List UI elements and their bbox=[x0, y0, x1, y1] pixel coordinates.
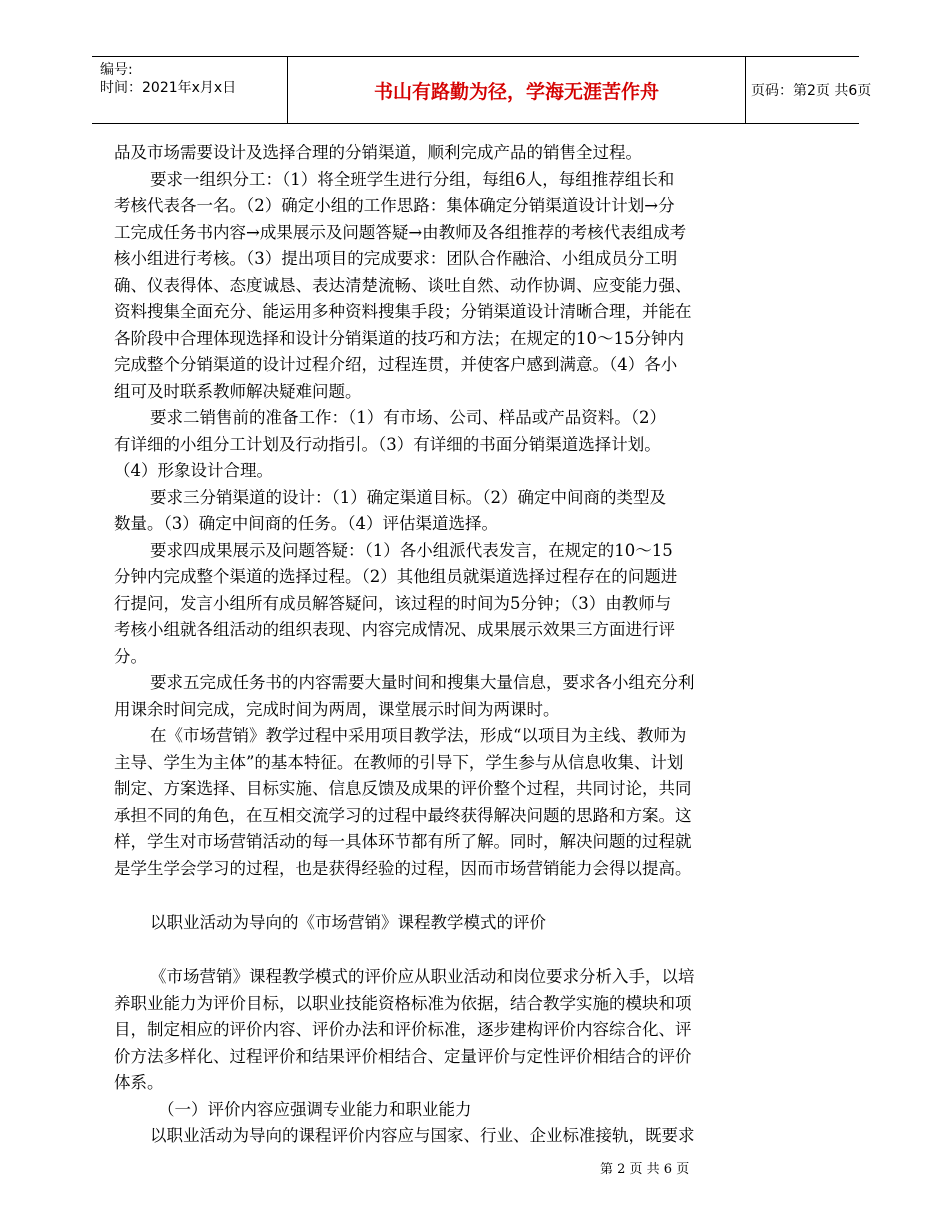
body-line: 分钟内完成整个渠道的选择过程。（2）其他组员就渠道选择过程存在的问题进 bbox=[114, 567, 678, 586]
body-line: 目，制定相应的评价内容、评价办法和评价标准，逐步建构评价内容综合化、评 bbox=[114, 1020, 692, 1039]
body-line: 要求五完成任务书的内容需要大量时间和搜集大量信息，要求各小组充分利 bbox=[150, 673, 695, 692]
body-line: 要求三分销渠道的设计：（1）确定渠道目标。（2）确定中间商的类型及 bbox=[150, 487, 666, 507]
body-line: 品及市场需要设计及选择合理的分销渠道，顺利完成产品的销售全过程。 bbox=[114, 143, 642, 162]
page-footer: 第 2 页 共 6 页 bbox=[600, 1162, 690, 1177]
section-heading: 以职业活动为导向的《市场营销》课程教学模式的评价 bbox=[150, 913, 546, 932]
header-motto-cell bbox=[287, 57, 746, 123]
body-line: 完成整个分销渠道的设计过程介绍，过程连贯，并使客户感到满意。（4）各小 bbox=[114, 355, 678, 374]
page-header bbox=[92, 56, 872, 124]
body-line: 工完成任务书内容→成果展示及问题答疑→由教师及各组推荐的考核代表组成考 bbox=[114, 222, 687, 242]
body-line: 资料搜集全面充分、能运用多种资料搜集手段；分销渠道设计清晰合理，并能在 bbox=[114, 302, 692, 321]
subsection-heading: （一）评价内容应强调专业能力和职业能力 bbox=[158, 1099, 472, 1119]
body-line: 承担不同的角色，在互相交流学习的过程中最终获得解决问题的思路和方案。这 bbox=[114, 805, 692, 825]
body-line: 在《市场营销》教学过程中采用项目教学法，形成“以项目为主线、教师为 bbox=[150, 726, 687, 745]
body-line: 各阶段中合理体现选择和设计分销渠道的技巧和方法；在规定的10～15分钟内 bbox=[114, 328, 684, 348]
page-number-label: 页码：第2页 共6页 bbox=[751, 83, 872, 99]
document-body bbox=[114, 140, 770, 1150]
number-label: 编号: bbox=[100, 62, 133, 78]
time-label: 时间：2021年x月x日 bbox=[100, 80, 237, 96]
body-line: 分。 bbox=[114, 646, 147, 666]
paragraph-gap bbox=[114, 938, 770, 964]
header-meta bbox=[92, 57, 287, 123]
header-page-cell bbox=[745, 57, 872, 123]
body-line: 考核代表各一名。（2）确定小组的工作思路：集体确定分销渠道设计计划→分 bbox=[114, 196, 675, 215]
body-line: 用课余时间完成，完成时间为两周，课堂展示时间为两课时。 bbox=[114, 699, 560, 719]
body-line: 养职业能力为评价目标，以职业技能资格标准为依据，结合教学实施的模块和项 bbox=[114, 993, 692, 1013]
body-line: （4）形象设计合理。 bbox=[114, 461, 273, 480]
body-line: 制定、方案选择、目标实施、信息反馈及成果的评价整个过程，共同讨论，共同 bbox=[114, 779, 692, 798]
body-line: 是学生学会学习的过程，也是获得经验的过程，因而市场营销能力会得以提高。 bbox=[114, 858, 692, 878]
body-line: 要求二销售前的准备工作：（1）有市场、公司、样品或产品资料。（2） bbox=[150, 408, 666, 427]
body-line: 有详细的小组分工计划及行动指引。（3）有详细的书面分销渠道选择计划。 bbox=[114, 434, 661, 454]
body-line: 样，学生对市场营销活动的每一具体环节都有所了解。同时，解决问题的过程就 bbox=[114, 832, 692, 851]
body-line: 行提问，发言小组所有成员解答疑问，该过程的时间为5分钟；（3）由教师与 bbox=[114, 593, 672, 613]
body-line: 主导、学生为主体”的基本特征。在教师的引导下，学生参与从信息收集、计划 bbox=[114, 752, 684, 772]
body-line: 组可及时联系教师解决疑难问题。 bbox=[114, 381, 362, 401]
body-line: 体系。 bbox=[114, 1073, 164, 1092]
paragraph-gap bbox=[114, 882, 770, 908]
body-line: 数量。（3）确定中间商的任务。（4）评估渠道选择。 bbox=[114, 514, 498, 533]
body-line: 以职业活动为导向的课程评价内容应与国家、行业、企业标准接轨，既要求 bbox=[150, 1126, 695, 1145]
body-line: 价方法多样化、过程评价和结果评价相结合、定量评价与定性评价相结合的评价 bbox=[114, 1046, 692, 1066]
motto: 书山有路勤为径，学海无涯苦作舟 bbox=[373, 81, 659, 103]
body-line: 确、仪表得体、态度诚恳、表达清楚流畅、谈吐自然、动作协调、应变能力强、 bbox=[114, 275, 692, 295]
body-line: 核小组进行考核。（3）提出项目的完成要求：团队合作融洽、小组成员分工明 bbox=[114, 249, 678, 268]
body-line: 《市场营销》课程教学模式的评价应从职业活动和岗位要求分析入手，以培 bbox=[150, 967, 695, 986]
body-line: 要求四成果展示及问题答疑：（1）各小组派代表发言，在规定的10～15 bbox=[150, 540, 673, 560]
body-line: 要求一组织分工：（1）将全班学生进行分组，每组6人，每组推荐组长和 bbox=[150, 169, 675, 189]
body-line: 考核小组就各组活动的组织表现、内容完成情况、成果展示效果三方面进行评 bbox=[114, 620, 675, 639]
